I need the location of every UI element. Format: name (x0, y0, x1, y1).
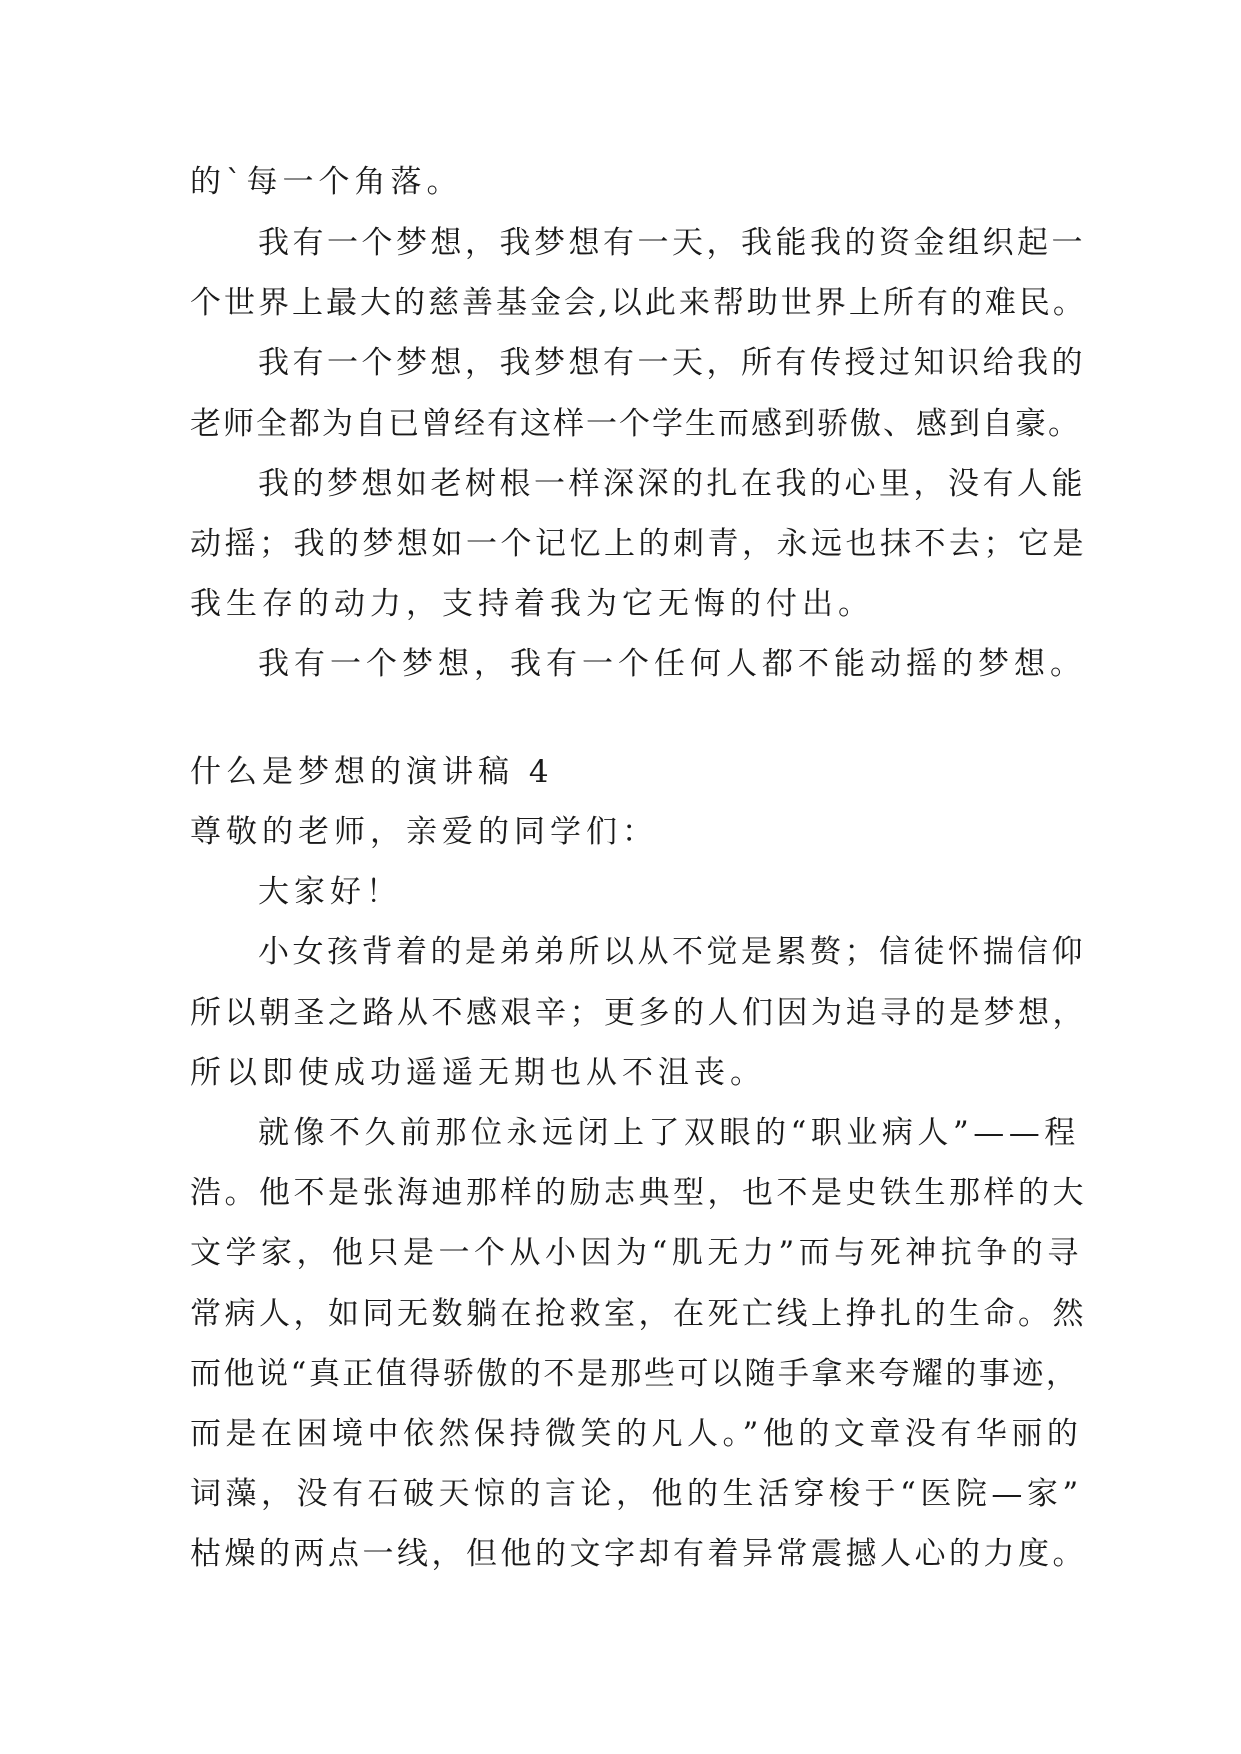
text-line: 枯燥的两点一线，但他的文字却有着异常震撼人心的力度。 (190, 1536, 1087, 1572)
text-line: 动摇；我的梦想如一个记忆上的刺青，永远也抹不去；它是 (190, 526, 1087, 562)
text-line: 我生存的动力，支持着我为它无悔的付出。 (190, 586, 874, 622)
text-line: 所以朝圣之路从不感艰辛；更多的人们因为追寻的是梦想， (190, 995, 1087, 1031)
text-line: 浩。他不是张海迪那样的励志典型，也不是史铁生那样的大 (190, 1175, 1087, 1211)
text-line: 文学家，他只是一个从小因为“肌无力”而与死神抗争的寻 (190, 1235, 1083, 1271)
text-line: 老师全都为自已曾经有这样一个学生而感到骄傲、感到自豪。 (190, 406, 1081, 442)
text-line: 而他说“真正值得骄傲的不是那些可以随手拿来夸耀的事迹， (190, 1356, 1080, 1392)
greeting: 大家好！ (258, 874, 402, 910)
paragraph-line: 我有一个梦想，我有一个任何人都不能动摇的梦想。 (258, 646, 1086, 682)
text-line: 常病人，如同无数躺在抢救室，在死亡线上挣扎的生命。然 (190, 1296, 1087, 1332)
paragraph-line: 我有一个梦想，我梦想有一天，我能我的资金组织起一 (258, 225, 1086, 261)
paragraph-line: 我有一个梦想，我梦想有一天，所有传授过知识给我的 (258, 345, 1086, 381)
paragraph-line: 小女孩背着的是弟弟所以从不觉是累赘；信徒怀揣信仰 (258, 934, 1086, 970)
section-title: 什么是梦想的演讲稿 4 (190, 754, 554, 790)
text-line: 的`每一个角落。 (190, 164, 463, 200)
text-line: 所以即使成功遥遥无期也从不沮丧。 (190, 1055, 766, 1091)
paragraph-line: 就像不久前那位永远闭上了双眼的“职业病人”——程 (258, 1115, 1080, 1151)
paragraph-line: 我的梦想如老树根一样深深的扎在我的心里，没有人能 (258, 466, 1086, 502)
text-line: 词藻，没有石破天惊的言论，他的生活穿梭于“医院—家” (190, 1476, 1083, 1512)
salutation: 尊敬的老师，亲爱的同学们： (190, 814, 658, 850)
text-line: 个世界上最大的慈善基金会,以此来帮助世界上所有的难民。 (190, 285, 1087, 321)
text-line: 而是在困境中依然保持微笑的凡人。”他的文章没有华丽的 (190, 1416, 1083, 1452)
